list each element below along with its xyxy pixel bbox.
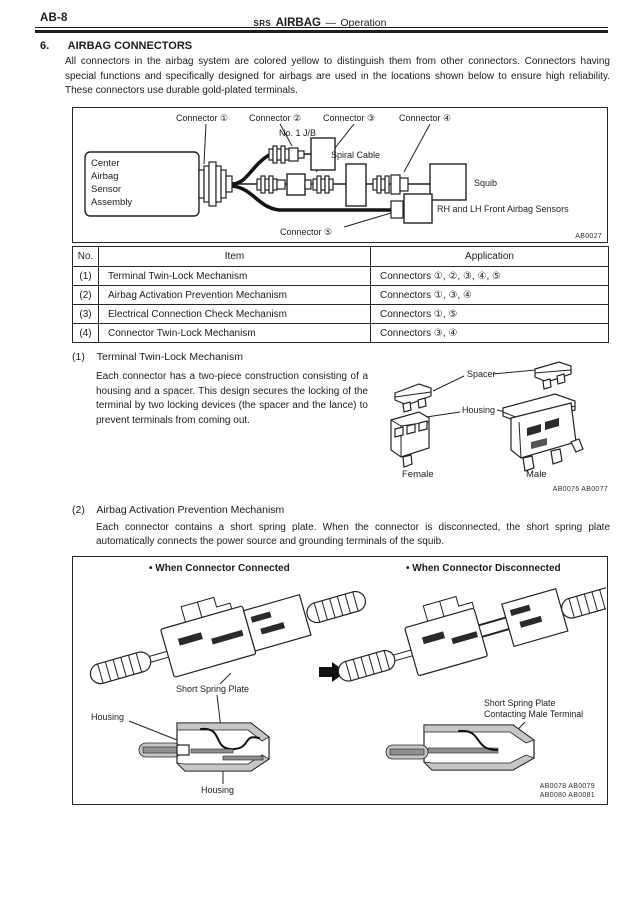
- mechanism-table: [72, 246, 609, 343]
- cell-item: Electrical Connection Check Mechanism: [99, 305, 371, 324]
- sensor-line-4: Assembly: [91, 197, 133, 208]
- panel-title-disconnected: • When Connector Disconnected: [406, 563, 561, 574]
- figure1-code: AB0027: [575, 233, 602, 240]
- sensor-line-1: Center: [91, 158, 120, 169]
- label-connector-3: Connector ③: [323, 113, 376, 123]
- header-rule: [35, 27, 608, 33]
- section2-body: Each connector contains a short spring plate. When the connector is disconnected, the short spring plate automatically connects the power source and grounding terminals of the squib.: [96, 522, 610, 548]
- disconnected-cross-section: [386, 722, 534, 770]
- section6-body: All connectors in the airbag system are colored yellow to distinguish them from other connectors. Connectors having special functions and specifically designed for airbags are used in the locations shown below to ensure high reliability. These connectors use durable gold-plated terminals.: [65, 56, 610, 97]
- section1-title: Terminal Twin-Lock Mechanism: [96, 351, 244, 363]
- section1-body: Each connector has a two-piece construction consisting of a housing and a spacer. This design secures the locking of the terminal by two locking devices (the spacer and the lance) to prevent terminals from coming out.: [96, 371, 368, 426]
- label-connector-4: Connector ④: [399, 113, 452, 123]
- section2-number: (2): [72, 504, 85, 516]
- table-row: [73, 324, 609, 343]
- label-male: Male: [526, 469, 547, 480]
- sensor-line-2: Airbag: [91, 171, 119, 182]
- cell-no: (3): [73, 305, 99, 324]
- col-header-item: Item: [99, 247, 371, 267]
- section2-title: Airbag Activation Prevention Mechanism: [96, 504, 285, 516]
- cell-application: Connectors ①, ③, ④: [371, 286, 609, 305]
- figure2-code-line-1: AB0078 AB0079: [539, 783, 595, 790]
- label-no1-jb: No. 1 J/B: [279, 128, 317, 138]
- doc-title-srs: SRS: [253, 19, 272, 28]
- label-spring-contacting: [484, 698, 583, 719]
- label-female: Female: [402, 469, 434, 480]
- label-center-airbag-sensor-assembly: [91, 157, 132, 209]
- label-housing-upper: Housing: [91, 712, 125, 722]
- col-header-no: No.: [73, 247, 99, 267]
- doc-title-section: Operation: [340, 17, 387, 29]
- panel-title-connected: • When Connector Connected: [149, 563, 290, 574]
- col-header-application: Application: [371, 247, 609, 267]
- disconnected-connector-drawing: [327, 557, 606, 697]
- cell-application: Connectors ①, ②, ③, ④, ⑤: [371, 267, 609, 286]
- section2-heading: [72, 504, 284, 516]
- label-front-airbag-sensors: RH and LH Front Airbag Sensors: [437, 204, 569, 214]
- figure-twin-lock: [385, 358, 608, 500]
- label-housing: Housing: [462, 405, 496, 415]
- cell-item: Terminal Twin-Lock Mechanism: [99, 267, 371, 286]
- section1-heading: [72, 351, 243, 363]
- table-row: [73, 267, 609, 286]
- doc-title-dash: —: [325, 17, 336, 29]
- table-header-row: [73, 247, 609, 267]
- figure-activation-prevention: [72, 556, 608, 805]
- section6-number: 6.: [40, 40, 50, 52]
- cell-no: (2): [73, 286, 99, 305]
- cell-application: Connectors ①, ⑤: [371, 305, 609, 324]
- figure-airbag-connectors: [72, 107, 608, 243]
- spring-contacting-line-1: Short Spring Plate: [484, 698, 556, 708]
- label-short-spring-plate: Short Spring Plate: [176, 684, 250, 694]
- label-connector-1: Connector ①: [176, 113, 229, 123]
- table-row: [73, 286, 609, 305]
- cell-application: Connectors ③, ④: [371, 324, 609, 343]
- figure2-codes: [540, 782, 595, 800]
- page-code: AB-8: [40, 12, 68, 24]
- label-connector-2: Connector ②: [249, 113, 302, 123]
- label-connector-5: Connector ⑤: [280, 227, 333, 237]
- cell-item: Airbag Activation Prevention Mechanism: [99, 286, 371, 305]
- sensor-line-3: Sensor: [91, 184, 122, 195]
- figure2-code-line-2: AB0080 AB0081: [539, 792, 595, 799]
- spring-contacting-line-2: Contacting Male Terminal: [484, 708, 584, 719]
- section1-number: (1): [72, 351, 85, 363]
- label-squib: Squib: [474, 178, 498, 188]
- doc-title-main: AIRBAG: [275, 17, 321, 29]
- label-spiral-cable: Spiral Cable: [331, 150, 381, 160]
- activation-prevention-drawing: [73, 557, 606, 803]
- cell-no: (1): [73, 267, 99, 286]
- wiring-diagram-drawing: [73, 108, 606, 241]
- cell-no: (4): [73, 324, 99, 343]
- section6-heading: [40, 40, 192, 52]
- cell-item: Connector Twin-Lock Mechanism: [99, 324, 371, 343]
- table-row: [73, 305, 609, 324]
- label-spacer: Spacer: [467, 369, 496, 379]
- section6-title: AIRBAG CONNECTORS: [67, 40, 193, 52]
- figure-twin-lock-code: AB0076 AB0077: [552, 486, 608, 493]
- label-housing-lower: Housing: [201, 785, 235, 795]
